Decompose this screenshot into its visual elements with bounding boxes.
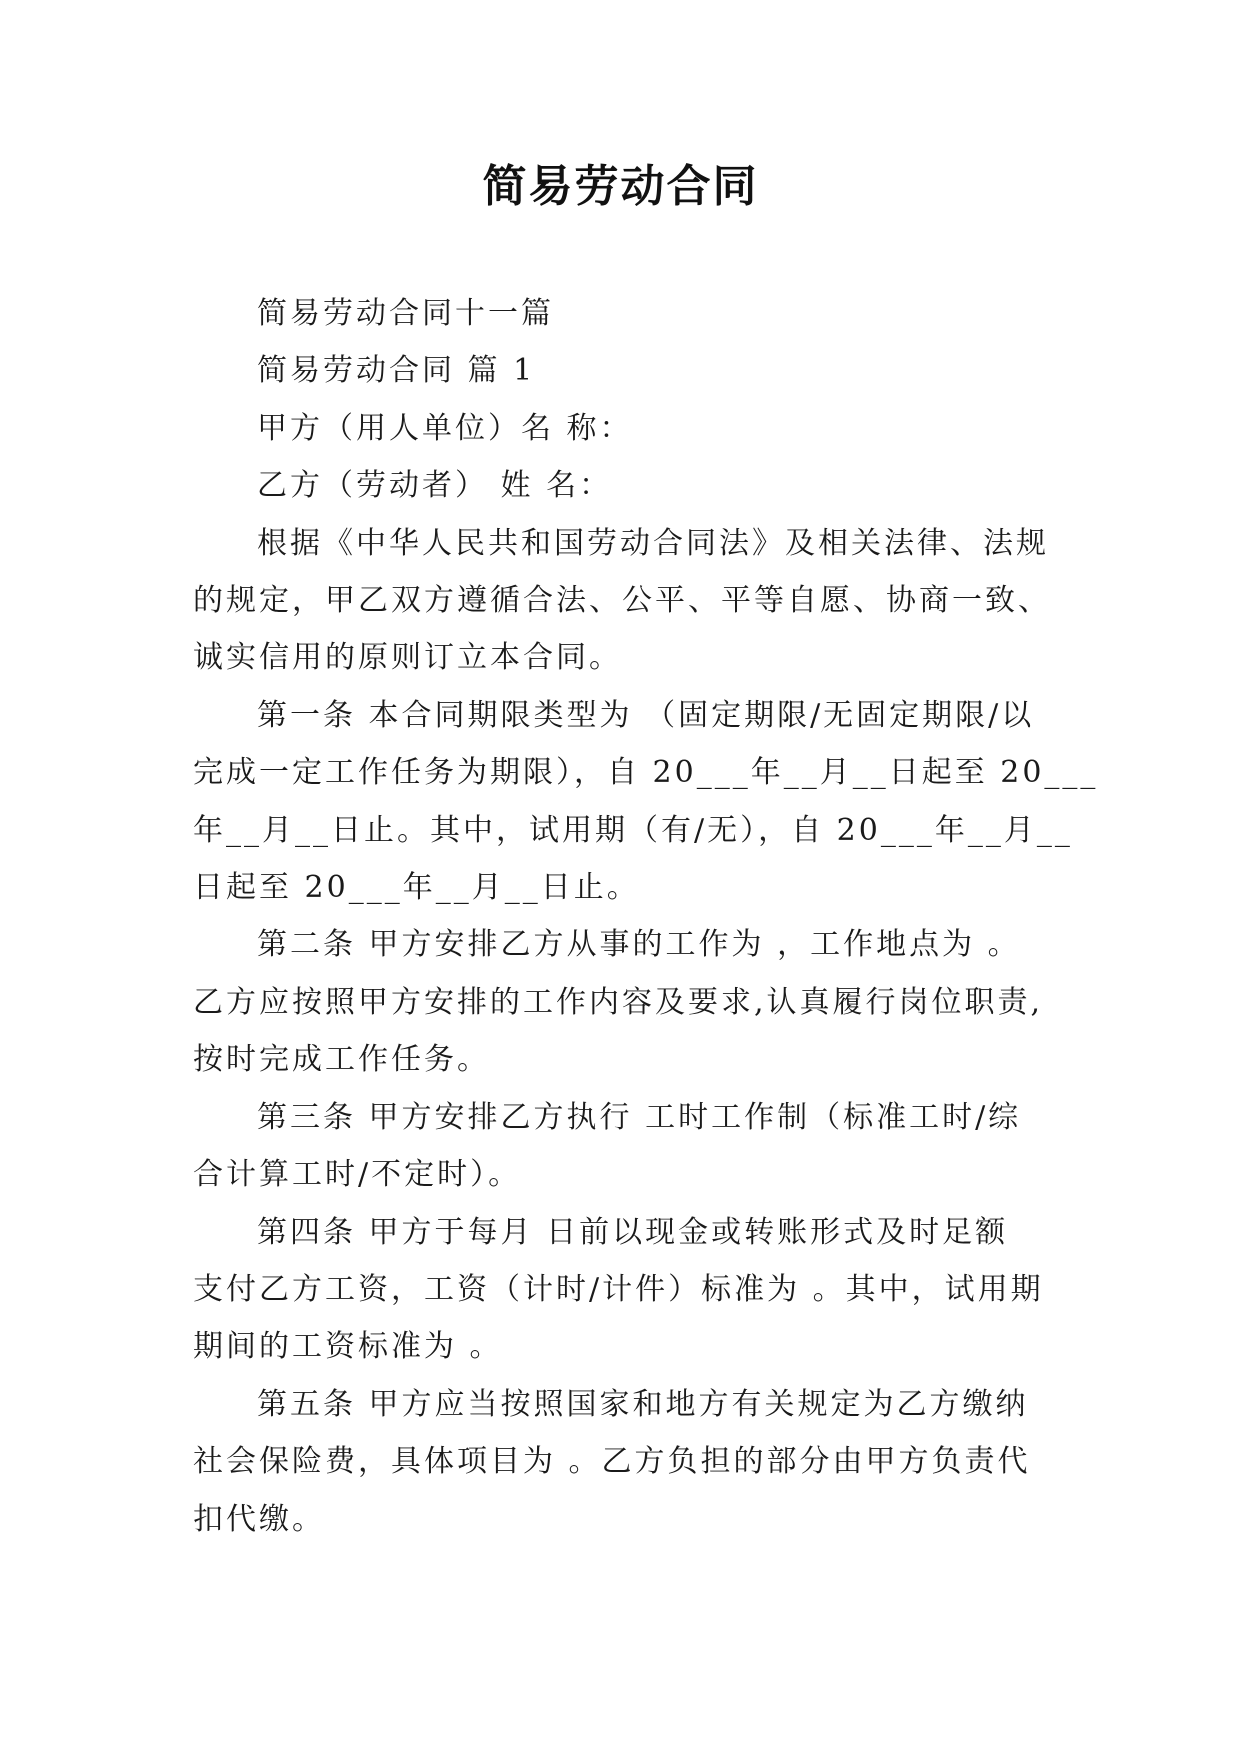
body-line: 完成一定工作任务为期限），自 20___年__月__日起至 20___ bbox=[193, 755, 1099, 791]
body-line: 简易劳动合同 篇 1 bbox=[257, 353, 536, 389]
body-line: 支付乙方工资，工资（计时/计件）标准为 。其中，试用期 bbox=[193, 1271, 1044, 1307]
body-line: 年__月__日止。其中，试用期（有/无），自 20___年__月__ bbox=[193, 812, 1073, 848]
body-line: 的规定，甲乙双方遵循合法、公平、平等自愿、协商一致、 bbox=[193, 583, 1051, 619]
body-line: 第二条 甲方安排乙方从事的工作为 ，工作地点为 。 bbox=[257, 927, 1021, 963]
body-line: 第五条 甲方应当按照国家和地方有关规定为乙方缴纳 bbox=[257, 1386, 1029, 1422]
body-line: 合计算工时/不定时）。 bbox=[193, 1157, 522, 1193]
body-line: 根据《中华人民共和国劳动合同法》及相关法律、法规 bbox=[257, 525, 1049, 561]
body-line: 乙方应按照甲方安排的工作内容及要求,认真履行岗位职责, bbox=[193, 984, 1044, 1020]
body-line: 第四条 甲方于每月 日前以现金或转账形式及时足额 bbox=[257, 1214, 1009, 1250]
body-line: 简易劳动合同十一篇 bbox=[257, 296, 554, 331]
body-line: 第三条 甲方安排乙方执行 工时工作制（标准工时/综 bbox=[257, 1099, 1022, 1135]
body-line: 扣代缴。 bbox=[193, 1501, 325, 1537]
body-line: 按时完成工作任务。 bbox=[193, 1042, 490, 1078]
body-line: 乙方（劳动者） 姓 名： bbox=[257, 468, 613, 504]
body-line: 诚实信用的原则订立本合同。 bbox=[193, 640, 622, 676]
document-title: 简易劳动合同 bbox=[482, 161, 759, 212]
body-line: 社会保险费，具体项目为 。乙方负担的部分由甲方负责代 bbox=[193, 1444, 1031, 1480]
body-line: 第一条 本合同期限类型为 （固定期限/无固定期限/以 bbox=[257, 697, 1035, 733]
body-line: 日起至 20___年__月__日止。 bbox=[193, 870, 640, 906]
body-line: 甲方（用人单位）名 称： bbox=[257, 410, 633, 446]
body-line: 期间的工资标准为 。 bbox=[193, 1329, 503, 1365]
document-body bbox=[193, 285, 1099, 1548]
